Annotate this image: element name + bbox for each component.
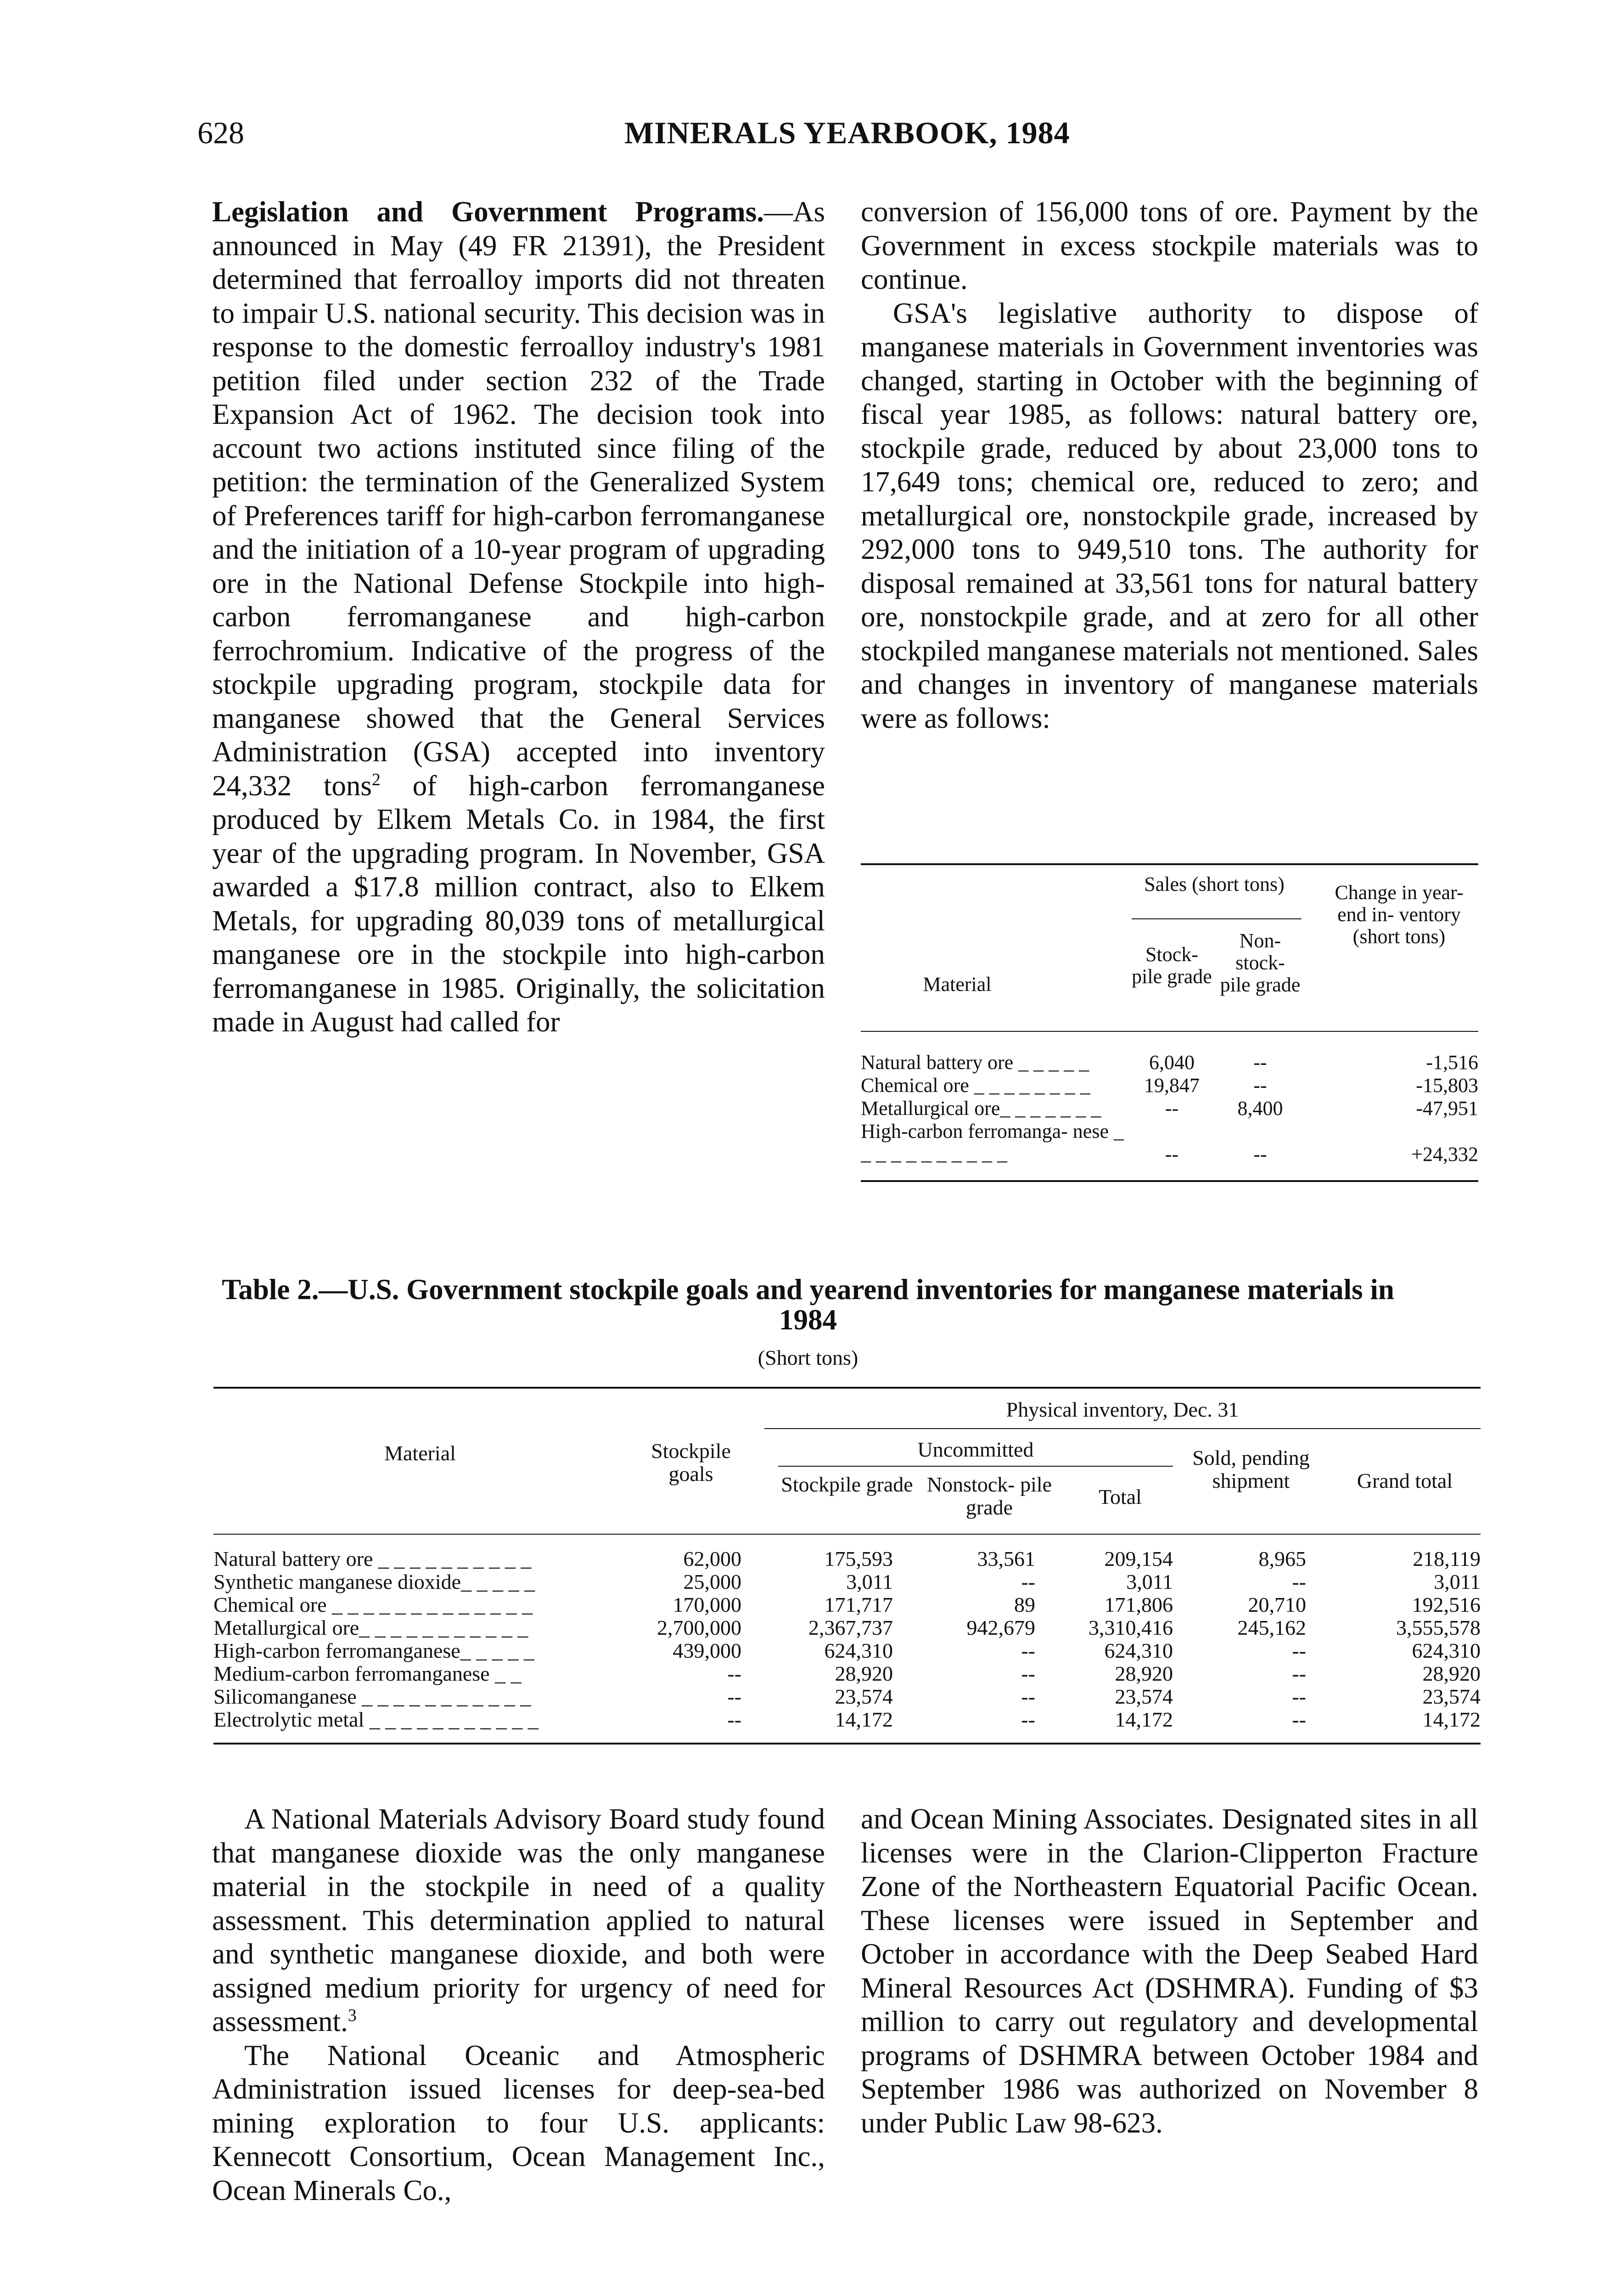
table2-title: Table 2.—U.S. Government stockpile goals and yearend inventories for manganese materials in 1984 xyxy=(222,1273,1394,1336)
running-head xyxy=(197,115,1419,156)
table-cell: +24,332 xyxy=(1411,1143,1478,1165)
right-paragraph-1: conversion of 156,000 tons of ore. Payment by the Government in excess stockpile materials was to continue. xyxy=(861,196,1478,295)
table-cell: -- xyxy=(1021,1708,1035,1731)
table-cell: 171,806 xyxy=(1104,1593,1173,1616)
table-cell: -- xyxy=(1165,1143,1179,1165)
sales-table xyxy=(861,863,1478,1199)
header-nonstockpile-grade: Non- stock- pile grade xyxy=(1220,929,1301,996)
table-cell: -47,951 xyxy=(1416,1097,1478,1120)
table-row-label: High-carbon ferromanganese_ _ _ _ _ xyxy=(213,1639,534,1662)
header-material: Material xyxy=(923,973,992,996)
table-cell: 175,593 xyxy=(824,1547,893,1570)
bottom-left-column xyxy=(212,1802,825,2207)
table-cell: 19,847 xyxy=(1144,1074,1200,1097)
header-uncommitted: Uncommitted xyxy=(917,1438,1034,1461)
header-nonstockpile-grade: Nonstock- pile grade xyxy=(926,1473,1052,1519)
table-cell: 218,119 xyxy=(1413,1547,1481,1570)
table-cell: -- xyxy=(727,1662,741,1685)
footnote-ref: 3 xyxy=(348,2006,357,2025)
table-row-label: Medium-carbon ferromanganese _ _ xyxy=(213,1662,522,1685)
header-stockpile-grade: Stockpile grade xyxy=(781,1473,913,1496)
table-cell: 23,574 xyxy=(1422,1685,1481,1708)
bottom-right-column xyxy=(861,1802,1478,2140)
table-cell: 14,172 xyxy=(1422,1708,1481,1731)
bottom-right-paragraph-1: and Ocean Mining Associates. Designated sites in all licenses were in the Clarion-Clipperton Fracture Zone of the Northeastern Equatorial Pacific Ocean. These licenses were issued in September and October in accordance with the Deep Seabed Hard Mineral Resources Act (DSHMRA). Funding of $3 million to carry out regulatory and developmental programs of DSHMRA between October 1984 and September 1986 was authorized on November 8 under Public Law 98-623. xyxy=(861,1803,1478,2139)
table-cell: 25,000 xyxy=(683,1570,741,1593)
table-row-label: Chemical ore _ _ _ _ _ _ _ _ _ _ _ _ _ xyxy=(213,1593,533,1616)
header-total: Total xyxy=(1099,1485,1142,1508)
table-cell: -- xyxy=(727,1685,741,1708)
table-cell: 624,310 xyxy=(824,1639,893,1662)
table-cell: 28,920 xyxy=(1115,1662,1173,1685)
footnote-ref: 2 xyxy=(371,770,381,789)
table-cell: 62,000 xyxy=(683,1547,741,1570)
table-rule xyxy=(1132,918,1302,919)
table-row-label: High-carbon ferromanga- nese _ _ _ _ _ _ _ _ _ _ _ xyxy=(861,1120,1124,1165)
left-column-body-cont: of high-carbon ferromanganese produced by Elkem Metals Co. in 1984, the first year of the upgrading program. In November, GSA awarded a $17.8 million contract, also to Elkem Metals, for upgrading 80,039 tons of metallurgical manganese ore in the stockpile into high-carbon ferromanganese in 1985. Originally, the solicitation made in August had called for xyxy=(212,769,825,1038)
table-cell: 33,561 xyxy=(977,1547,1035,1570)
table-cell: -- xyxy=(1253,1074,1267,1097)
table-cell: -- xyxy=(1253,1051,1267,1074)
table-row-label: Natural battery ore _ _ _ _ _ xyxy=(861,1051,1089,1074)
table-cell: -- xyxy=(1021,1662,1035,1685)
table-cell: -- xyxy=(1253,1143,1267,1165)
table-cell: 624,310 xyxy=(1412,1639,1481,1662)
table-cell: 28,920 xyxy=(1422,1662,1481,1685)
table-cell: 14,172 xyxy=(835,1708,893,1731)
table-cell: 942,679 xyxy=(966,1616,1035,1639)
table-rule xyxy=(213,1743,1481,1745)
table-cell: 3,011 xyxy=(1434,1570,1481,1593)
header-grand-total: Grand total xyxy=(1357,1469,1453,1492)
left-column xyxy=(212,195,825,1039)
table-cell: 170,000 xyxy=(673,1593,741,1616)
table-rule xyxy=(861,863,1478,865)
table-cell: 28,920 xyxy=(835,1662,893,1685)
running-title: MINERALS YEARBOOK, 1984 xyxy=(624,115,1070,150)
table-cell: -- xyxy=(1021,1639,1035,1662)
table-cell: -- xyxy=(1165,1097,1179,1120)
header-sales-group: Sales (short tons) xyxy=(1144,873,1285,895)
table-cell: 23,574 xyxy=(835,1685,893,1708)
table-cell: -- xyxy=(1292,1662,1306,1685)
table-cell: 3,011 xyxy=(846,1570,893,1593)
right-paragraph-2: GSA's legislative authority to dispose of manganese materials in Government inventories was changed, starting in October with the beginning of fiscal year 1985, as follows: natural battery ore, stockpile grade, reduced by about 23,000 tons to 17,649 tons; chemical ore, reduced to zero; and metallurgical ore, nonstockpile grade, increased by 292,000 tons to 949,510 tons. The authority for disposal remained at 33,561 tons for natural battery ore, nonstockpile grade, and at zero for all other stockpiled manganese materials not mentioned. Sales and changes in inventory of manganese materials were as follows: xyxy=(861,297,1478,734)
table-cell: 8,400 xyxy=(1237,1097,1283,1120)
table-row-label: Metallurgical ore_ _ _ _ _ _ _ _ _ _ _ xyxy=(213,1616,528,1639)
table-row-label: Electrolytic metal _ _ _ _ _ _ _ _ _ _ _ xyxy=(213,1708,539,1731)
table-cell: -- xyxy=(1021,1685,1035,1708)
header-change: Change in year- end in- ventory (short tons) xyxy=(1335,881,1464,948)
section-heading: Legislation and Government Programs. xyxy=(212,196,764,228)
table-row-label: Natural battery ore _ _ _ _ _ _ _ _ _ _ xyxy=(213,1547,532,1570)
table-cell: 23,574 xyxy=(1115,1685,1173,1708)
header-stockpile-grade: Stock- pile grade xyxy=(1132,943,1212,988)
table-row-label: Chemical ore _ _ _ _ _ _ _ _ xyxy=(861,1074,1090,1097)
header-material: Material xyxy=(384,1441,456,1465)
table-cell: -- xyxy=(1292,1708,1306,1731)
table-row-label: Synthetic manganese dioxide_ _ _ _ _ xyxy=(213,1570,535,1593)
table-cell: 171,717 xyxy=(824,1593,893,1616)
table-cell: 2,700,000 xyxy=(657,1616,741,1639)
page-number: 628 xyxy=(197,115,244,150)
table-cell: 20,710 xyxy=(1248,1593,1306,1616)
bottom-left-paragraph-1: A National Materials Advisory Board study found that manganese dioxide was the only manganese material in the stockpile in need of a quality assessment. This determination applied to natural and synthetic manganese dioxide, and both were assigned medium priority for urgency of need for assessment. xyxy=(212,1803,825,2037)
table-row-label: Silicomanganese _ _ _ _ _ _ _ _ _ _ _ xyxy=(213,1685,531,1708)
left-column-body: —As announced in May (49 FR 21391), the President determined that ferroalloy imports did not threaten to impair U.S. national security. This decision was in response to the domestic ferroalloy industry's 1981 petition filed under section 232 of the Trade Expansion Act of 1962. The decision took into account two actions instituted since filing of the petition: the termination of the Generalized System of Preferences tariff for high-carbon ferromanganese and the initiation of a 10-year program of upgrading ore in the National Defense Stockpile into high-carbon ferromanganese and high-carbon ferrochromium. Indicative of the progress of the stockpile upgrading program, stockpile data for manganese showed that the General Services Administration (GSA) accepted into inventory 24,332 tons xyxy=(212,196,825,802)
table-cell: 192,516 xyxy=(1412,1593,1481,1616)
table-cell: 14,172 xyxy=(1115,1708,1173,1731)
header-physical-inventory: Physical inventory, Dec. 31 xyxy=(1006,1398,1239,1421)
header-goals: Stockpile goals xyxy=(651,1439,731,1486)
table-rule xyxy=(861,1031,1478,1032)
table-cell: 245,162 xyxy=(1237,1616,1306,1639)
table-cell: 6,040 xyxy=(1149,1051,1195,1074)
table-rule xyxy=(861,1180,1478,1182)
table-cell: 3,310,416 xyxy=(1088,1616,1173,1639)
table-cell: -1,516 xyxy=(1426,1051,1478,1074)
right-column xyxy=(861,195,1478,735)
header-sold-pending: Sold, pending shipment xyxy=(1192,1446,1310,1492)
table-cell: -- xyxy=(1292,1570,1306,1593)
table-cell: 3,011 xyxy=(1126,1570,1173,1593)
table-cell: 2,367,737 xyxy=(808,1616,893,1639)
table-cell: 89 xyxy=(1014,1593,1035,1616)
bottom-left-paragraph-2: The National Oceanic and Atmospheric Administration issued licenses for deep-sea-bed mining exploration to four U.S. applicants: Kennecott Consortium, Ocean Management Inc., Ocean Minerals Co., xyxy=(212,2039,825,2206)
table-row-label: Metallurgical ore_ _ _ _ _ _ _ xyxy=(861,1097,1101,1120)
table2-unit: (Short tons) xyxy=(757,1346,858,1369)
table-cell: 8,965 xyxy=(1258,1547,1306,1570)
table-rule xyxy=(778,1466,1173,1467)
table-cell: -- xyxy=(727,1708,741,1731)
table-cell: 3,555,578 xyxy=(1396,1616,1481,1639)
table-rule xyxy=(764,1428,1481,1429)
table-rule xyxy=(213,1534,1481,1535)
table2 xyxy=(213,1387,1481,1754)
table-cell: -15,803 xyxy=(1416,1074,1478,1097)
table-cell: 209,154 xyxy=(1104,1547,1173,1570)
table-rule xyxy=(213,1387,1481,1389)
table-cell: -- xyxy=(1292,1685,1306,1708)
table-cell: -- xyxy=(1292,1639,1306,1662)
table-cell: 624,310 xyxy=(1104,1639,1173,1662)
table-cell: 439,000 xyxy=(673,1639,741,1662)
table-cell: -- xyxy=(1021,1570,1035,1593)
